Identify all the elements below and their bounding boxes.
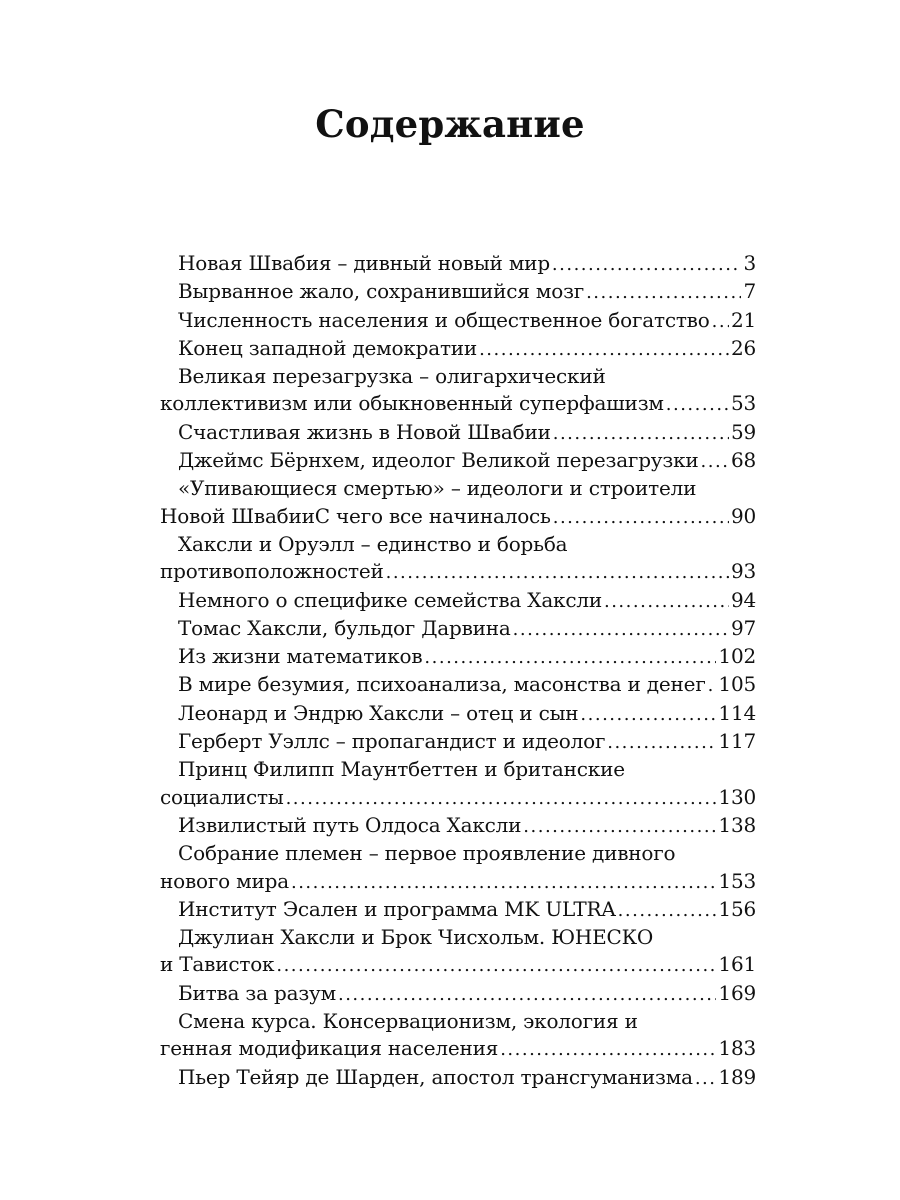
- toc-entry-leader-line: [160, 307, 756, 335]
- toc-entry-leader-line: [160, 447, 756, 475]
- toc-entry-page-number: 90: [730, 503, 756, 528]
- toc-entry: [160, 1008, 756, 1064]
- toc-entry-title-line: Хаксли и Оруэлл – единство и борьба: [178, 531, 568, 556]
- toc-entry-leader-line: [160, 868, 756, 896]
- dot-leader: [553, 420, 729, 447]
- toc-entry: [160, 278, 756, 306]
- toc-entry-leader-line: [160, 335, 756, 363]
- page-title: Содержание: [315, 102, 585, 146]
- toc-entry-page-number: 93: [730, 559, 756, 584]
- toc-entry: [160, 250, 756, 278]
- toc-entry-title-line: Собрание племен – первое проявление дивного: [178, 841, 676, 866]
- dot-leader: [338, 981, 716, 1008]
- toc-entry-title: Новой ШвабииС чего все начиналось: [160, 503, 551, 528]
- toc-entry-leader-line: [160, 700, 756, 728]
- toc-entry-page-number: 169: [718, 980, 756, 1005]
- toc-entry: [160, 700, 756, 728]
- dot-leader: [695, 1065, 717, 1092]
- toc-entry-title: и Тависток: [160, 952, 275, 977]
- toc-entry: [160, 756, 756, 812]
- toc-entry: [160, 447, 756, 475]
- toc-entry-title: Битва за разум: [178, 980, 336, 1005]
- toc-entry: [160, 475, 756, 531]
- toc-entry-leader-line: [160, 896, 756, 924]
- dot-leader: [424, 644, 716, 671]
- toc-entry: [160, 643, 756, 671]
- toc-entry-page-number: 183: [718, 1036, 756, 1061]
- dot-leader: [286, 785, 717, 812]
- toc-entry-leader-line: [160, 558, 756, 586]
- toc-entry-title: В мире безумия, психоанализа, масонства и денег: [178, 672, 706, 697]
- toc-entry-title-line: Принц Филипп Маунтбеттен и британские: [178, 757, 625, 782]
- dot-leader: [618, 897, 717, 924]
- dot-leader: [553, 504, 729, 531]
- dot-leader: [666, 391, 729, 418]
- toc-entry-leader-line: [160, 671, 756, 699]
- toc-entry-page-number: 102: [718, 644, 756, 669]
- toc-entry-page-number: 161: [718, 952, 756, 977]
- toc-entry-title: Вырванное жало, сохранившийся мозг: [178, 279, 585, 304]
- toc-entry: [160, 363, 756, 419]
- toc-entry-page-number: 3: [743, 251, 756, 275]
- toc-entry-page-number: 21: [730, 307, 756, 332]
- toc-entry-page-number: 130: [718, 784, 756, 809]
- toc-entry-leader-line: [160, 503, 756, 531]
- toc-entry-title: Немного о специфике семейства Хаксли: [178, 587, 602, 612]
- toc-entry: [160, 728, 756, 756]
- toc-entry-title: Извилистый путь Олдоса Хаксли: [178, 812, 522, 837]
- toc-entry: [160, 531, 756, 587]
- dot-leader: [386, 559, 729, 586]
- toc-entry-title: нового мира: [160, 868, 289, 893]
- toc-entry-leader-line: [160, 1035, 756, 1063]
- toc-entry-leader-line: [160, 980, 756, 1008]
- toc-entry-page-number: 68: [730, 448, 756, 473]
- toc-entry: [160, 812, 756, 840]
- toc-entry-leader-line: [160, 643, 756, 671]
- toc-entry: [160, 980, 756, 1008]
- toc-entry: [160, 419, 756, 447]
- toc-entry-leader-line: [160, 784, 756, 812]
- toc-entry: [160, 840, 756, 896]
- toc-entry: [160, 1064, 756, 1092]
- toc-entry-title: противоположностей: [160, 559, 384, 584]
- toc-entry-page-number: 59: [730, 419, 756, 444]
- toc-entry-page-number: 7: [743, 279, 756, 304]
- toc-entry-title: Счастливая жизнь в Новой Швабии: [178, 419, 551, 444]
- toc-entry-page-number: 189: [718, 1064, 756, 1089]
- toc-entry-page-number: 156: [718, 896, 756, 921]
- toc-entry-leader-line: [160, 1064, 756, 1092]
- dot-leader: [523, 813, 716, 840]
- toc-entry-leader-line: [160, 390, 756, 418]
- toc-entry-title: Леонард и Эндрю Хаксли – отец и сын: [178, 700, 579, 725]
- toc-entry: [160, 335, 756, 363]
- toc-entry-title-line: «Упивающиеся смертью» – идеологи и строители: [178, 476, 697, 501]
- toc-entry-leader-line: [160, 812, 756, 840]
- dot-leader: [479, 336, 729, 363]
- toc-entry-title: Институт Эсален и программа MK ULTRA: [178, 896, 616, 921]
- toc-entry-title: социалисты: [160, 784, 284, 809]
- table-of-contents: [160, 250, 756, 1092]
- toc-entry-title: Из жизни математиков: [178, 644, 423, 669]
- dot-leader: [580, 701, 716, 728]
- toc-entry-title-line: Великая перезагрузка – олигархический: [178, 364, 606, 389]
- toc-entry-page-number: 53: [730, 391, 756, 416]
- toc-entry-leader-line: [160, 587, 756, 615]
- toc-entry-page-number: 105: [718, 672, 756, 697]
- toc-entry-leader-line: [160, 419, 756, 447]
- dot-leader: [607, 729, 716, 756]
- toc-entry-title-line: Смена курса. Консервационизм, экология и: [178, 1009, 638, 1034]
- dot-leader: [586, 279, 741, 306]
- toc-entry-page-number: 114: [718, 700, 756, 725]
- toc-entry: [160, 307, 756, 335]
- toc-entry-title: Томас Хаксли, бульдог Дарвина: [178, 615, 511, 640]
- toc-entry: [160, 615, 756, 643]
- toc-entry-title: Новая Швабия – дивный новый мир: [178, 251, 550, 275]
- toc-entry-title: Конец западной демократии: [178, 335, 478, 360]
- dot-leader: [276, 952, 716, 979]
- toc-entry-page-number: 97: [730, 615, 756, 640]
- toc-entry-title: Герберт Уэллс – пропагандист и идеолог: [178, 729, 606, 754]
- toc-entry-leader-line: [160, 951, 756, 979]
- toc-entry-leader-line: [160, 728, 756, 756]
- toc-entry: [160, 671, 756, 699]
- toc-entry-leader-line: [160, 615, 756, 643]
- toc-entry-page-number: 26: [730, 335, 756, 360]
- toc-entry-title: Джеймс Бёрнхем, идеолог Великой перезагрузки: [178, 448, 699, 473]
- dot-leader: [712, 308, 729, 335]
- toc-entry-title: Пьер Тейяр де Шарден, апостол трансгуманизма: [178, 1064, 693, 1089]
- dot-leader: [708, 672, 717, 699]
- toc-entry-title: генная модификация населения: [160, 1036, 499, 1061]
- dot-leader: [552, 251, 742, 278]
- dot-leader: [291, 869, 716, 896]
- toc-entry-title: Численность населения и общественное богатство: [178, 307, 710, 332]
- toc-entry-leader-line: [160, 250, 756, 278]
- dot-leader: [701, 448, 729, 475]
- toc-entry-page-number: 117: [718, 729, 756, 754]
- dot-leader: [604, 588, 729, 615]
- toc-entry: [160, 587, 756, 615]
- toc-entry-page-number: 94: [730, 587, 756, 612]
- toc-entry: [160, 896, 756, 924]
- toc-entry-page-number: 153: [718, 868, 756, 893]
- toc-entry-title: коллективизм или обыкновенный суперфашизм: [160, 391, 664, 416]
- toc-entry-page-number: 138: [718, 812, 756, 837]
- dot-leader: [513, 616, 729, 643]
- dot-leader: [500, 1036, 716, 1063]
- toc-entry-leader-line: [160, 278, 756, 306]
- toc-entry-title-line: Джулиан Хаксли и Брок Чисхольм. ЮНЕСКО: [178, 925, 654, 950]
- toc-entry: [160, 924, 756, 980]
